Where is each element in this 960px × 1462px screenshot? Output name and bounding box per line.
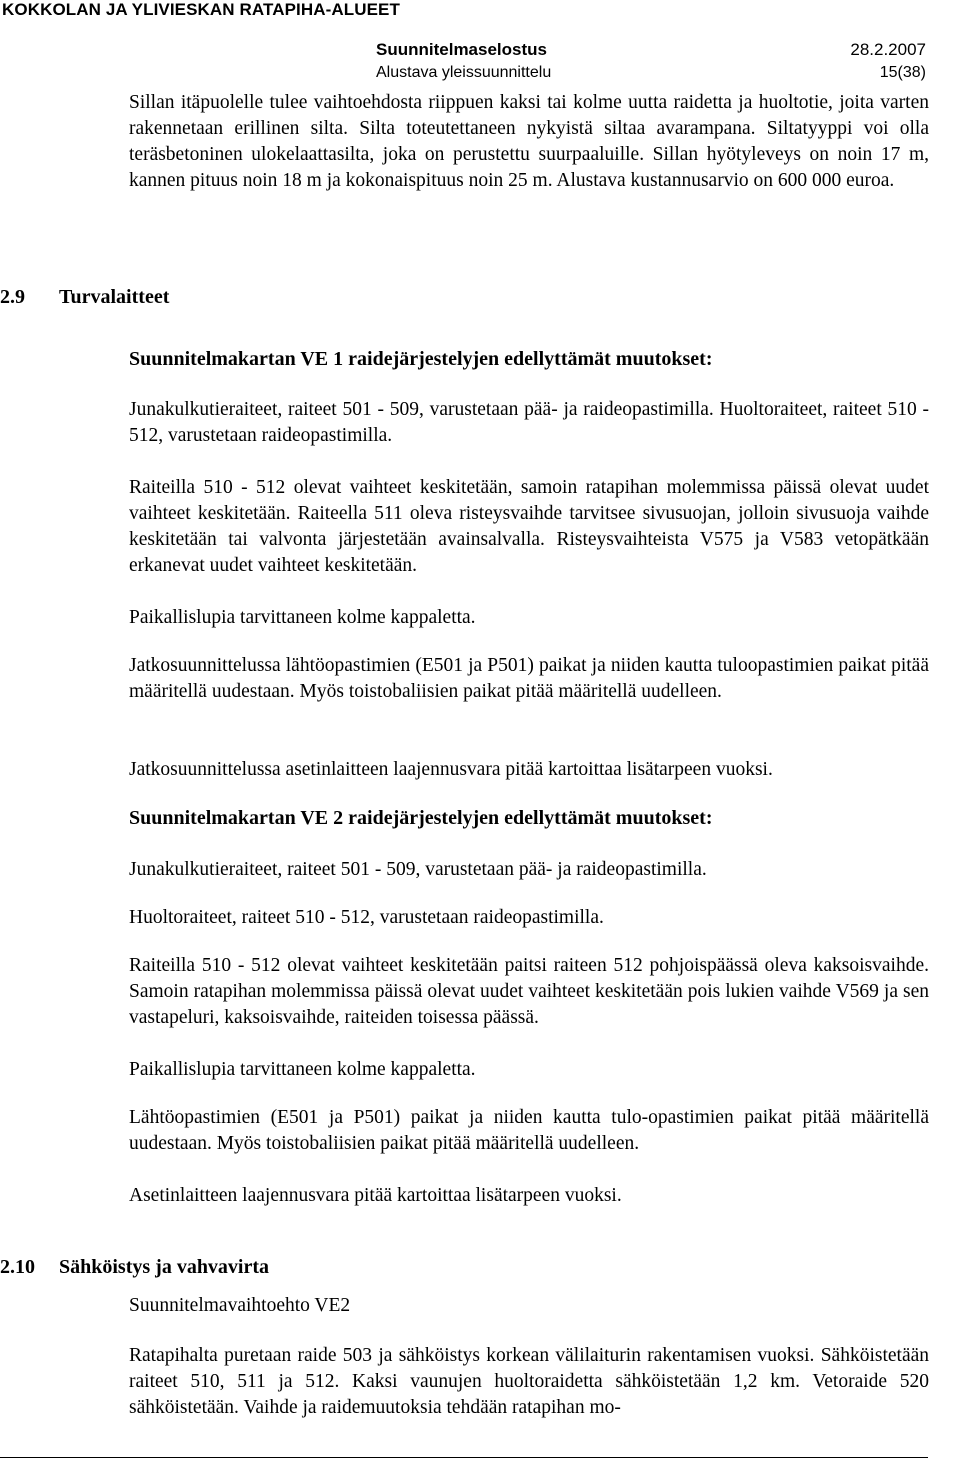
section-title: Sähköistys ja vahvavirta [59, 1256, 270, 1278]
section-number: 2.9 [0, 286, 25, 308]
page-number: 15(38) [879, 64, 926, 81]
bridge-paragraph: Sillan itäpuolelle tulee vaihtoehdosta riippuen kaksi tai kolme uutta raidetta ja huoltotie, joita varten rakennetaan erillinen silta. Silta toteutettaneen nykyistä siltaa avarampana. Siltatyyppi voi olla teräsbetoninen ulokelaattasilta, joka on perustettu suurpaaluille. Sillan hyötyleveys on noin 17 m, kannen pituus noin 18 m ja kokonaispituus noin 25 m. Alustava kustannusarvio on 600 000 euroa. [129, 92, 929, 191]
ve1-paragraph-1: Junakulkutieraiteet, raiteet 501 - 509, varustetaan pää- ja raideopastimilla. Huoltoraiteet, raiteet 510 - 512, varustetaan raideopastimilla. [129, 399, 929, 446]
ve2-paragraph-6: Asetinlaitteen laajennusvara pitää kartoittaa lisätarpeen vuoksi. [129, 1185, 622, 1206]
organization-header: KOKKOLAN JA YLIVIESKAN RATAPIHA-ALUEET [2, 0, 400, 19]
section-title: Turvalaitteet [59, 286, 170, 308]
ve1-paragraph-2: Raiteilla 510 - 512 olevat vaihteet keskitetään, samoin ratapihan molemmissa päissä olevat uudet vaihteet keskitetään. Raiteella 511 oleva risteysvaihde tarvitsee sivusuojan, jolloin sivusuoja vaihde keskitetään tai valvonta järjestetään avainsalvalla. Risteysvaihteista V575 ja V583 vetopätkään erkanevat uudet vaihteet keskitetään. [129, 477, 929, 576]
ve1-heading: Suunnitelmakartan VE 1 raidejärjestelyjen edellyttämät muutokset: [129, 348, 713, 370]
ve2-heading: Suunnitelmakartan VE 2 raidejärjestelyjen edellyttämät muutokset: [129, 807, 713, 829]
section-heading-2-10 [0, 1254, 269, 1280]
ve2-paragraph-2: Huoltoraiteet, raiteet 510 - 512, varustetaan raideopastimilla. [129, 907, 604, 928]
document-subtitle: Alustava yleissuunnittelu [376, 64, 552, 81]
s210-subheading: Suunnitelmavaihtoehto VE2 [129, 1295, 351, 1316]
s210-paragraph-1: Ratapihalta puretaan raide 503 ja sähköistys korkean välilaiturin rakentamisen vuoksi. Sähköistetään raiteet 510, 511 ja 512. Kaksi vaunujen huoltoraidetta sähköistetään 1,2 km. Vetoraide 520 sähköistetään. Vaihde ja raidemuutoksia tehdään ratapihan mo- [129, 1345, 929, 1418]
ve2-paragraph-4: Paikallislupia tarvittaneen kolme kappaletta. [129, 1059, 476, 1080]
section-heading-2-9 [0, 284, 169, 310]
footer-divider [0, 1457, 928, 1458]
ve1-paragraph-4: Jatkosuunnittelussa lähtöopastimien (E501 ja P501) paikat ja niiden kautta tuloopastimien paikat pitää määritellä uudestaan. Myös toistobaliisien paikat pitää määritellä uudelleen. [129, 655, 929, 702]
ve2-paragraph-3: Raiteilla 510 - 512 olevat vaihteet keskitetään paitsi raiteen 512 pohjoispäässä oleva kaksoisvaihde. Samoin ratapihan molemmissa päissä olevat uudet vaihteet keskitetään pois lukien vaihde V569 ja sen vastapeluri, kaksoisvaihde, raiteiden toisessa päässä. [129, 955, 929, 1028]
ve2-paragraph-1: Junakulkutieraiteet, raiteet 501 - 509, varustetaan pää- ja raideopastimilla. [129, 859, 707, 880]
ve1-paragraph-5: Jatkosuunnittelussa asetinlaitteen laajennusvara pitää kartoittaa lisätarpeen vuoksi. [129, 759, 773, 780]
document-title: Suunnitelmaselostus [376, 40, 547, 59]
ve2-paragraph-5: Lähtöopastimien (E501 ja P501) paikat ja niiden kautta tulo-opastimien paikat pitää määritellä uudestaan. Myös toistobaliisien paikat pitää määritellä uudelleen. [129, 1107, 929, 1154]
document-date: 28.2.2007 [850, 40, 926, 59]
section-number: 2.10 [0, 1256, 35, 1278]
ve1-paragraph-3: Paikallislupia tarvittaneen kolme kappaletta. [129, 607, 476, 628]
